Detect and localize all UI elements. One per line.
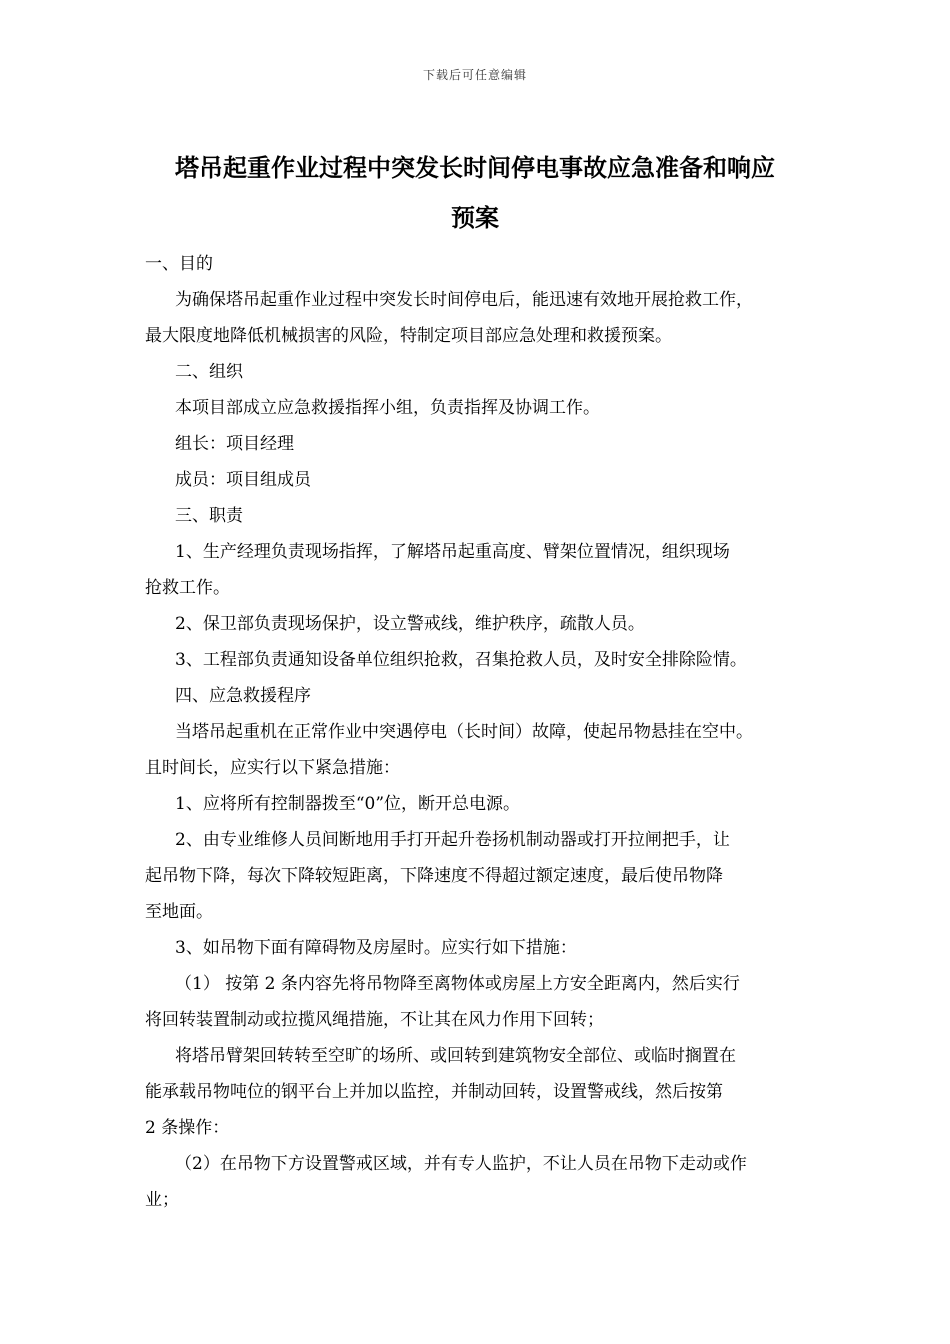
page-header-note: 下载后可任意编辑 bbox=[422, 68, 527, 82]
body-line: 抢救工作。 bbox=[145, 578, 230, 598]
body-line: 1、应将所有控制器拨至“0”位，断开总电源。 bbox=[175, 794, 521, 814]
body-line: 起吊物下降，每次下降较短距离，下降速度不得超过额定速度，最后使吊物降 bbox=[145, 866, 723, 886]
document-title-line-1: 塔吊起重作业过程中突发长时间停电事故应急准备和响应 bbox=[175, 154, 775, 182]
body-line: 3、工程部负责通知设备单位组织抢救，召集抢救人员，及时安全排除险情。 bbox=[175, 650, 747, 670]
body-line: 最大限度地降低机械损害的风险，特制定项目部应急处理和救援预案。 bbox=[145, 326, 672, 346]
body-line: 2、由专业维修人员间断地用手打开起升卷扬机制动器或打开拉闸把手，让 bbox=[175, 830, 730, 850]
body-line: 至地面。 bbox=[145, 902, 213, 922]
body-line: 将回转装置制动或拉揽风绳措施，不让其在风力作用下回转； bbox=[145, 1010, 604, 1030]
body-line: 2、保卫部负责现场保护，设立警戒线，维护秩序，疏散人员。 bbox=[175, 614, 645, 634]
body-line: 组长：项目经理 bbox=[175, 434, 294, 454]
body-line: （2）在吊物下方设置警戒区域，并有专人监护，不让人员在吊物下走动或作 bbox=[175, 1154, 747, 1174]
body-line: 一、目的 bbox=[145, 254, 213, 274]
body-line: 1、生产经理负责现场指挥，了解塔吊起重高度、臂架位置情况，组织现场 bbox=[175, 542, 730, 562]
document-title-line-2: 预案 bbox=[451, 204, 499, 232]
body-line: 为确保塔吊起重作业过程中突发长时间停电后，能迅速有效地开展抢救工作， bbox=[175, 290, 753, 310]
body-line: 三、职责 bbox=[175, 506, 243, 526]
body-line: 能承载吊物吨位的钢平台上并加以监控，并制动回转，设置警戒线，然后按第 bbox=[145, 1082, 723, 1102]
body-line: 业； bbox=[145, 1190, 179, 1210]
body-line: 3、如吊物下面有障碍物及房屋时。应实行如下措施： bbox=[175, 938, 577, 958]
body-line: 且时间长，应实行以下紧急措施： bbox=[145, 758, 400, 778]
body-line: 二、组织 bbox=[175, 362, 243, 382]
body-line: 四、应急救援程序 bbox=[175, 686, 311, 706]
body-line: 将塔吊臂架回转转至空旷的场所、或回转到建筑物安全部位、或临时搁置在 bbox=[175, 1046, 736, 1066]
body-line: （1） 按第 2 条内容先将吊物降至离物体或房屋上方安全距离内，然后实行 bbox=[175, 974, 740, 994]
body-line: 2 条操作： bbox=[145, 1118, 230, 1138]
body-line: 成员：项目组成员 bbox=[175, 470, 311, 490]
body-line: 当塔吊起重机在正常作业中突遇停电（长时间）故障，使起吊物悬挂在空中。 bbox=[175, 722, 753, 742]
document-body bbox=[145, 246, 810, 1218]
body-line: 本项目部成立应急救援指挥小组，负责指挥及协调工作。 bbox=[175, 398, 600, 418]
